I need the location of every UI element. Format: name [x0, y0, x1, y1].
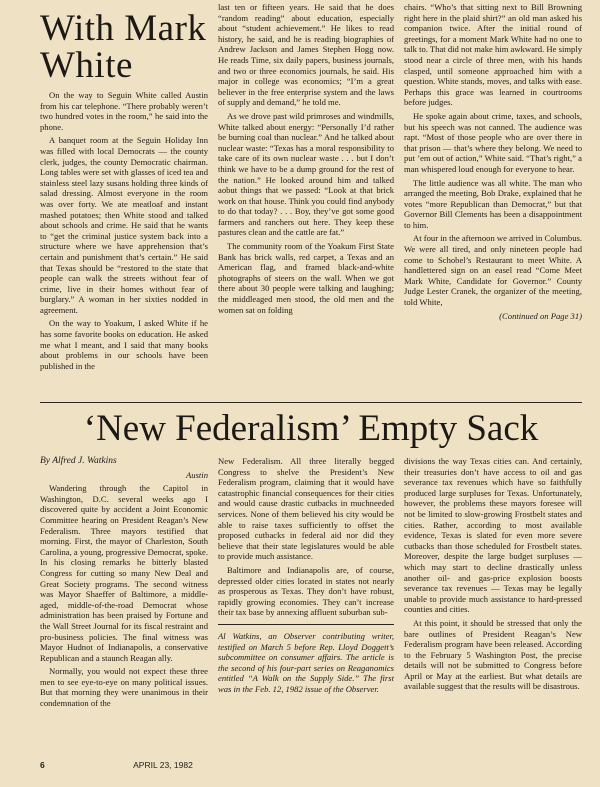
- bottom-article-headline: ‘New Federalism’ Empty Sack: [83, 408, 539, 449]
- paragraph: divisions the way Texas cities can. And certainly, their treasuries don’t have access to oil and gas severance tax revenues which have so faithfully produced large surpluses for Texas. Unfortunately, however, the problems these mayors foresee will not be limited to slow-growing Frostbelt states and cities. Rather, according to most available evidence, Texas is slated for even more severe cutbacks than those scheduled for Frostbelt states. Moreover, despite the large budget surpluses — which may start to decline drastically unless another oil- and gas-price explosion boosts severance tax revenues — Texas may be legally unable to provide much assistance to hard-pressed counties and cities.: [404, 456, 582, 615]
- paragraph: The community room of the Yoakum First State Bank has brick walls, red carpet, a Texas and an American flag, and framed black-and-white photographs of steers on the wall. When we got there about 30 people were talking and laughing; the middleaged men stood, the old men and the women sat on folding: [218, 241, 394, 315]
- paragraph: last ten or fifteen years. He said that he does “random reading” about education, especially about “student achievement.” He likes to read history, he said, and he is reading biographies of Andrew Jackson and James Stephen Hogg now. He reads Time, six daily papers, business journals, and two or three economics journals, he said. His major in college was economics; “I’m a great believer in the free enterprise system and the laws of supply and demand,” he told me.: [218, 2, 394, 108]
- bottom-article-column-2: [218, 456, 394, 697]
- section-divider: [40, 402, 582, 403]
- paragraph: The little audience was all white. The man who arranged the meeting, Bob Drake, explained that he votes “more Republican than Democrat,” but that Governor Bill Clements has been a disappointment to him.: [404, 177, 582, 230]
- paragraph: A banquet room at the Seguin Holiday Inn was filled with local Democrats — the county clerk, judges, the county Democratic chairman. Long tables were set with glasses of iced tea and stainless steel lazy susans holding three kinds of salad dressing. Almost everyone in the room was over forty. We ate meatloaf and instant mashed potatoes; then White stood and talked about schools and crime. He said that he wants to “get the criminal justice system back into a structure where we have apprehension that’s certain and punishment that’s certain.” He said that Texas should be “restored to the state that people can walk the streets without fear of crime, live in their homes without fear of burglary.” A woman in her sixties nodded in agreement.: [40, 135, 208, 315]
- byline: By Alfred J. Watkins: [40, 456, 117, 466]
- top-article-headline: With Mark White: [40, 8, 207, 86]
- author-bio: [218, 624, 394, 695]
- dateline: Austin: [186, 469, 208, 480]
- top-article-column-3: [404, 2, 582, 324]
- top-article-column-1: [40, 10, 208, 374]
- paragraph: Wandering through the Capitol in Washington, D.C. several weeks ago I discovered quite by accident a Joint Economic Committee hearing on President Reagan’s New Federalism. Three mayors testified that morning. First, the mayor of Charleston, South Carolina, a young, progressive Democrat, spoke. In his closing remarks he bitterly blasted Congress for cutting so many New Deal and Great Society programs. The second witness was Mayor Shaeffer of Baltimore, a middle-aged, middle-of-the-road Democrat whose administration has been praised by Fortune and the Wall Street Journal for its fiscal restraint and pro-business policies. The final witness was Mayor Hudnot of Indianapolis, a conservative Republican and a staunch Reagan ally.: [40, 483, 208, 663]
- author-bio-text: Al Watkins, an Observer contributing writer, testified on March 5 before Rep. Lloyd Doggett’s subcommittee on consumer affairs. The article is the second of his four-part series on Reaganomics entitled “A Walk on the Supply Side.” The first was in the Feb. 12, 1982 issue of the Observer.: [218, 630, 394, 694]
- paragraph: At this point, it should be stressed that only the bare outlines of President Reagan’s New Federalism program have been released. According to the February 5 Washington Post, the precise details will not be submitted to Congress before April or May at the earliest. But what details are available suggest that the results will be disastrous.: [404, 617, 582, 692]
- paragraph: On the way to Yoakum, I asked White if he has some favorite books on education. He asked me what I meant, and I said that many books about problems in our schools have been published in the: [40, 318, 208, 371]
- bottom-article-column-3: [404, 456, 582, 695]
- issue-date: APRIL 23, 1982: [133, 760, 193, 770]
- paragraph: chairs. “Who’s that sitting next to Bill Browning right here in the plaid shirt?” an old man asked his companion twice. After the initial round of greetings, for a moment Mark White had no one to talk to. That did not make him awkward. He simply stood near a circle of three men, with his hands clasped, until someone approached him with a question. White stands, moves, and talks with ease. Perhaps this grace was learned in courtrooms before judges.: [404, 2, 582, 108]
- bottom-article-column-1: [40, 456, 208, 712]
- paragraph: At four in the afternoon we arrived in Columbus. We were all tired, and only nineteen people had come to Schobel’s Restaurant to meet White. A handlettered sign on an easel read “Come Meet Mark White, Candidate for Governor.” County Judge Lester Cranek, the organizer of the meeting, told White,: [404, 233, 582, 308]
- paragraph: Normally, you would not expect these three men to see eye-to-eye on many political issues. But that morning they were unanimous in their condemnation of the: [40, 666, 208, 709]
- page-number: 6: [40, 760, 45, 770]
- paragraph: Baltimore and Indianapolis are, of course, depressed older cities located in states not nearly as prosperous as Texas. They don’t have robust, rapidly growing economies. They can’t increase their tax base by annexing affluent suburban sub-: [218, 564, 394, 618]
- continued-link[interactable]: (Continued on Page 31): [499, 310, 582, 321]
- top-article-column-2: [218, 2, 394, 318]
- paragraph: New Federalism. All three literally begged Congress to shelve the President’s New Federalism program, claiming that it would have catastrophic financial consequences for their cities and would cause drastic cutbacks in muchneeded services. None of them believed his city would be able to raise taxes sufficiently to offset the proposed cutbacks in federal aid nor did they believe that their state legislatures would be able to provide much assistance.: [218, 456, 394, 562]
- paragraph: On the way to Seguin White called Austin from his car telephone. “There probably weren’t two hundred votes in the room,” he said into the phone.: [40, 90, 208, 132]
- page-footer: [40, 760, 193, 770]
- paragraph: As we drove past wild primroses and windmills, White talked about energy: “Personally I’d rather be burning coal than nuclear.” And he talked about nuclear waste: “Texas has a moral responsibility to take care of its own nuclear waste . . . but I don’t think we have to be a dump ground for the rest of the nation.” He looked around him and talked aobut things that we passed: “Look at that brick work on that house. Think you could find anybody to do that today? . . . Boy, they’ve got some good farmers and ranchers out here. They keep these pastures clean and the cattle are fat.”: [218, 110, 394, 238]
- paragraph: He spoke again about crime, taxes, and schools, but his speech was not canned. The audience was rapt. “Most of those people who are over there in that prison — that’s where they belong. We need to put ’em out of action,” White said. “That’s right,” a man whispered loud enough for everyone to hear.: [404, 110, 582, 174]
